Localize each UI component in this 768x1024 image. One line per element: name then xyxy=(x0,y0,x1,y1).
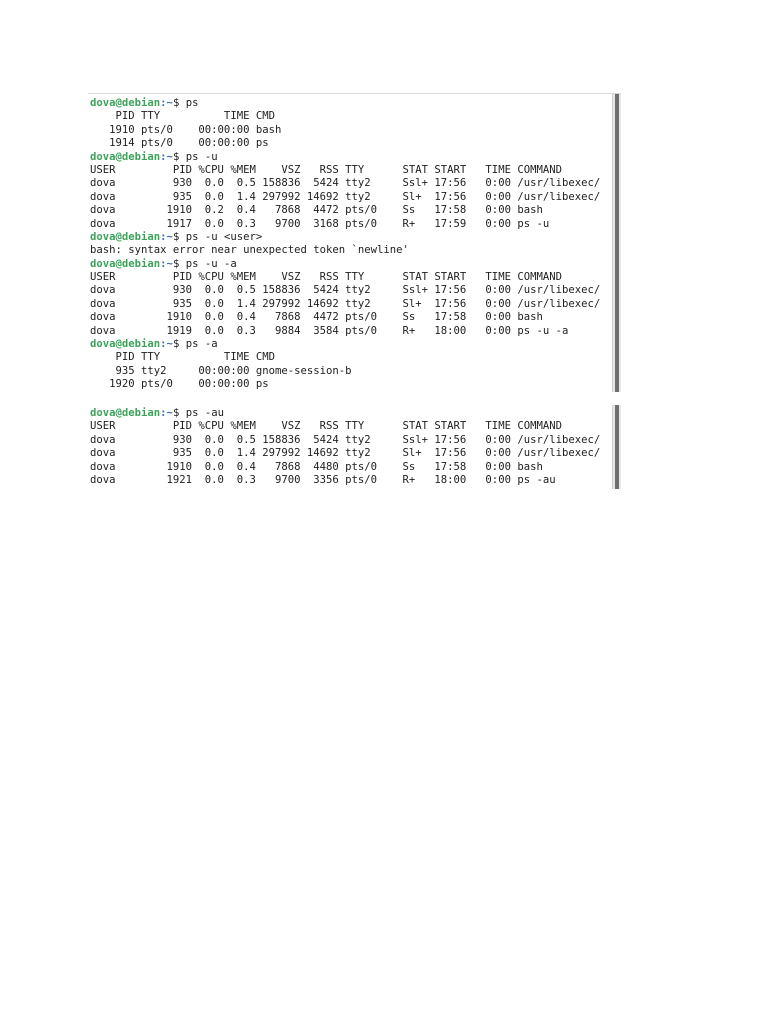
command-text: ps -a xyxy=(179,338,218,351)
output-line: 1914 pts/0 00:00:00 ps xyxy=(90,137,269,150)
output-line: 1910 pts/0 00:00:00 bash xyxy=(90,123,282,136)
terminal-scrollbar-1[interactable] xyxy=(613,94,621,392)
prompt-line xyxy=(90,338,609,351)
prompt-line xyxy=(90,407,609,420)
output-line: 935 tty2 00:00:00 gnome-session-b xyxy=(90,364,352,377)
prompt-line xyxy=(90,231,609,244)
prompt-line xyxy=(90,151,609,164)
prompt-symbol: $ xyxy=(172,407,180,419)
output-line: USER PID %CPU %MEM VSZ RSS TTY STAT START TIME COMMAND xyxy=(90,271,562,284)
prompt-line xyxy=(90,258,609,271)
output-line: dova 930 0.0 0.5 158836 5424 tty2 Ssl+ 17:56 0:00 /usr/libexec/ xyxy=(90,284,601,297)
prompt-user-host: dova@debian xyxy=(90,97,161,109)
command-text: ps -u <user> xyxy=(179,230,263,243)
prompt-symbol: $ xyxy=(172,97,180,109)
output-line: dova 935 0.0 1.4 297992 14692 tty2 Sl+ 17:56 0:00 /usr/libexec/ xyxy=(90,297,601,310)
prompt-user-host: dova@debian xyxy=(90,150,161,163)
prompt-symbol: $ xyxy=(172,150,180,163)
prompt-symbol: $ xyxy=(172,230,180,243)
output-line: dova 1910 0.0 0.4 7868 4480 pts/0 Ss 17:58 0:00 bash xyxy=(90,460,543,473)
output-line: PID TTY TIME CMD xyxy=(90,351,275,364)
output-line: dova 1917 0.0 0.3 9700 3168 pts/0 R+ 17:59 0:00 ps -u xyxy=(90,217,550,230)
output-line: dova 935 0.0 1.4 297992 14692 tty2 Sl+ 17:56 0:00 /usr/libexec/ xyxy=(90,190,601,203)
output-line: dova 1919 0.0 0.3 9884 3584 pts/0 R+ 18:00 0:00 ps -u -a xyxy=(90,324,569,337)
output-line: dova 930 0.0 0.5 158836 5424 tty2 Ssl+ 17:56 0:00 /usr/libexec/ xyxy=(90,177,601,190)
output-line: dova 1910 0.2 0.4 7868 4472 pts/0 Ss 17:58 0:00 bash xyxy=(90,204,543,217)
output-line: dova 1910 0.0 0.4 7868 4472 pts/0 Ss 17:58 0:00 bash xyxy=(90,311,543,324)
scroll-thumb-2[interactable] xyxy=(615,405,619,489)
terminal-output-2 xyxy=(90,407,609,487)
prompt-user-host: dova@debian xyxy=(90,407,161,419)
prompt-symbol: $ xyxy=(172,257,180,270)
prompt-path: :~ xyxy=(160,407,173,419)
prompt-user-host: dova@debian xyxy=(90,257,161,270)
output-line: PID TTY TIME CMD xyxy=(90,110,275,123)
output-line: USER PID %CPU %MEM VSZ RSS TTY STAT START TIME COMMAND xyxy=(90,163,562,176)
command-text: ps -u xyxy=(179,150,218,163)
output-line: dova 930 0.0 0.5 158836 5424 tty2 Ssl+ 17:56 0:00 /usr/libexec/ xyxy=(90,433,601,446)
prompt-user-host: dova@debian xyxy=(90,338,161,351)
terminal-window-1[interactable] xyxy=(88,93,621,392)
prompt-path: :~ xyxy=(160,338,173,351)
scroll-thumb-1[interactable] xyxy=(615,94,619,392)
terminal-window-2[interactable] xyxy=(88,405,621,489)
output-line: dova 935 0.0 1.4 297992 14692 tty2 Sl+ 17:56 0:00 /usr/libexec/ xyxy=(90,447,601,460)
prompt-path: :~ xyxy=(160,150,173,163)
terminal-scrollbar-2[interactable] xyxy=(613,405,621,489)
command-text: ps -u -a xyxy=(179,257,237,270)
prompt-line xyxy=(90,97,609,110)
output-line: USER PID %CPU %MEM VSZ RSS TTY STAT START TIME COMMAND xyxy=(90,420,562,433)
output-line: bash: syntax error near unexpected token `newline' xyxy=(90,244,409,257)
terminal-output-1 xyxy=(90,97,609,392)
output-line: dova 1921 0.0 0.3 9700 3356 pts/0 R+ 18:00 0:00 ps -au xyxy=(90,473,556,486)
command-text: ps -au xyxy=(179,407,224,419)
prompt-path: :~ xyxy=(160,257,173,270)
prompt-path: :~ xyxy=(160,97,173,109)
command-text: ps xyxy=(179,97,199,109)
prompt-symbol: $ xyxy=(172,338,180,351)
prompt-path: :~ xyxy=(160,230,173,243)
prompt-user-host: dova@debian xyxy=(90,230,161,243)
output-line: 1920 pts/0 00:00:00 ps xyxy=(90,378,269,391)
